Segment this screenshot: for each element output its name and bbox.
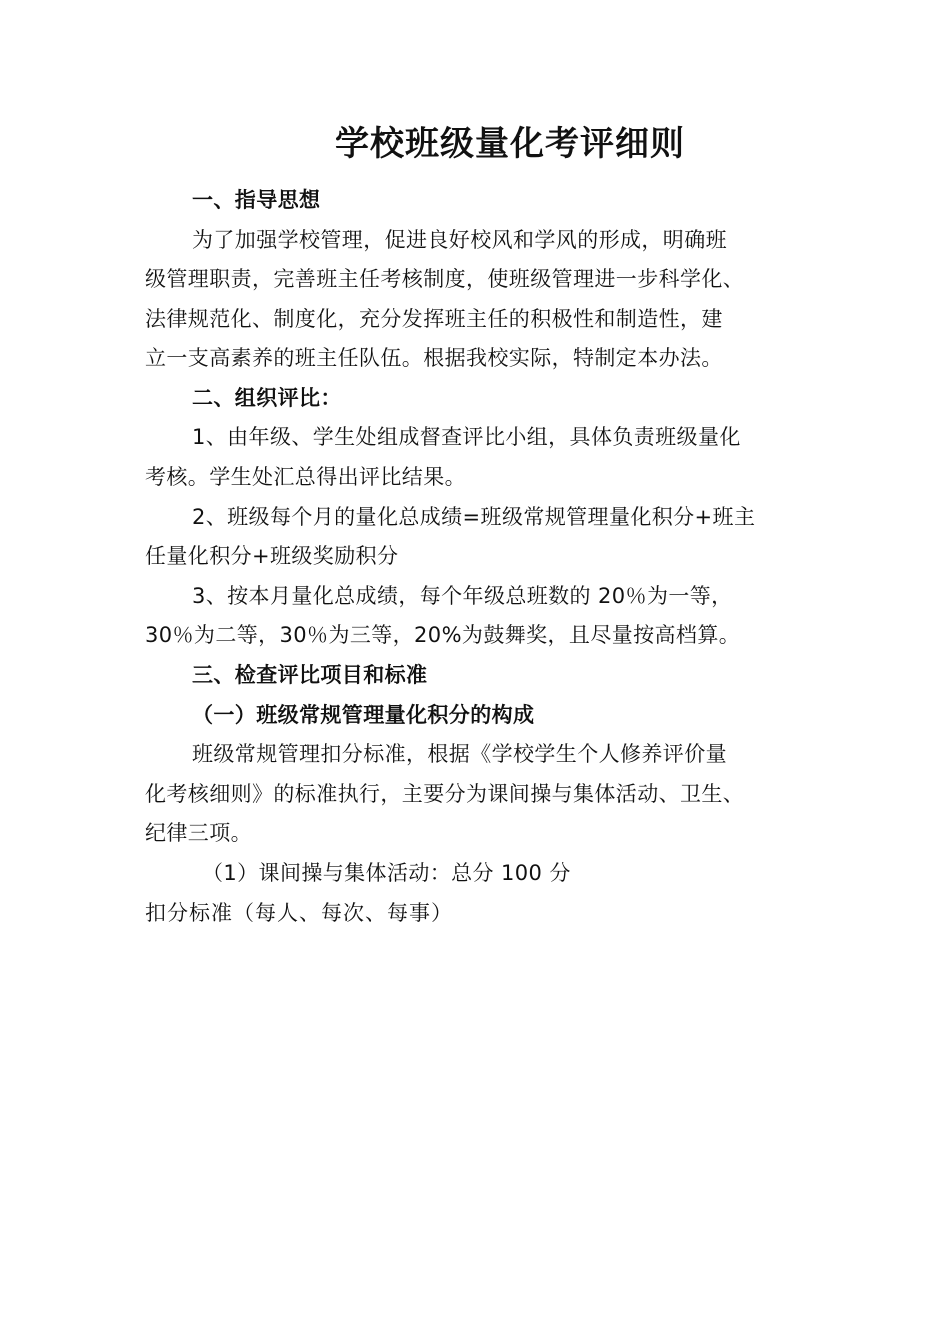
subsection-heading: （一）班级常规管理量化积分的构成 (192, 703, 535, 727)
paragraph-line: 级管理职责，完善班主任考核制度，使班级管理进一步科学化、 (145, 267, 745, 291)
paragraph-line: 3、按本月量化总成绩，每个年级总班数的 20％为一等， (192, 584, 733, 608)
deduction-standard-line: 扣分标准（每人、每次、每事） (145, 901, 453, 925)
section-heading-organization: 二、组织评比： (192, 386, 342, 410)
document-title: 学校班级量化考评细则 (335, 124, 685, 164)
paragraph-line: 纪律三项。 (145, 821, 252, 845)
paragraph-line: 1、由年级、学生处组成督查评比小组，具体负责班级量化 (192, 425, 741, 449)
paragraph-line: 为了加强学校管理，促进良好校风和学风的形成，明确班 (192, 228, 727, 252)
paragraph-line: 2、班级每个月的量化总成绩=班级常规管理量化积分+班主 (192, 505, 756, 529)
section-heading-inspection: 三、检查评比项目和标准 (192, 663, 428, 687)
paragraph-line: 班级常规管理扣分标准，根据《学校学生个人修养评价量 (192, 742, 727, 766)
paragraph-line: 化考核细则》的标准执行，主要分为课间操与集体活动、卫生、 (145, 782, 745, 806)
paragraph-line: 立一支高素养的班主任队伍。根据我校实际，特制定本办法。 (145, 346, 723, 370)
section-heading-guiding-ideology: 一、指导思想 (192, 188, 321, 212)
paragraph-line: 任量化积分+班级奖励积分 (145, 544, 399, 568)
paragraph-line: 30％为二等，30％为三等，20%为鼓舞奖，且尽量按高档算。 (145, 623, 741, 647)
item-heading: （1）课间操与集体活动：总分 100 分 (202, 861, 571, 885)
paragraph-line: 法律规范化、制度化，充分发挥班主任的积极性和制造性，建 (145, 307, 723, 331)
paragraph-line: 考核。学生处汇总得出评比结果。 (145, 465, 466, 489)
